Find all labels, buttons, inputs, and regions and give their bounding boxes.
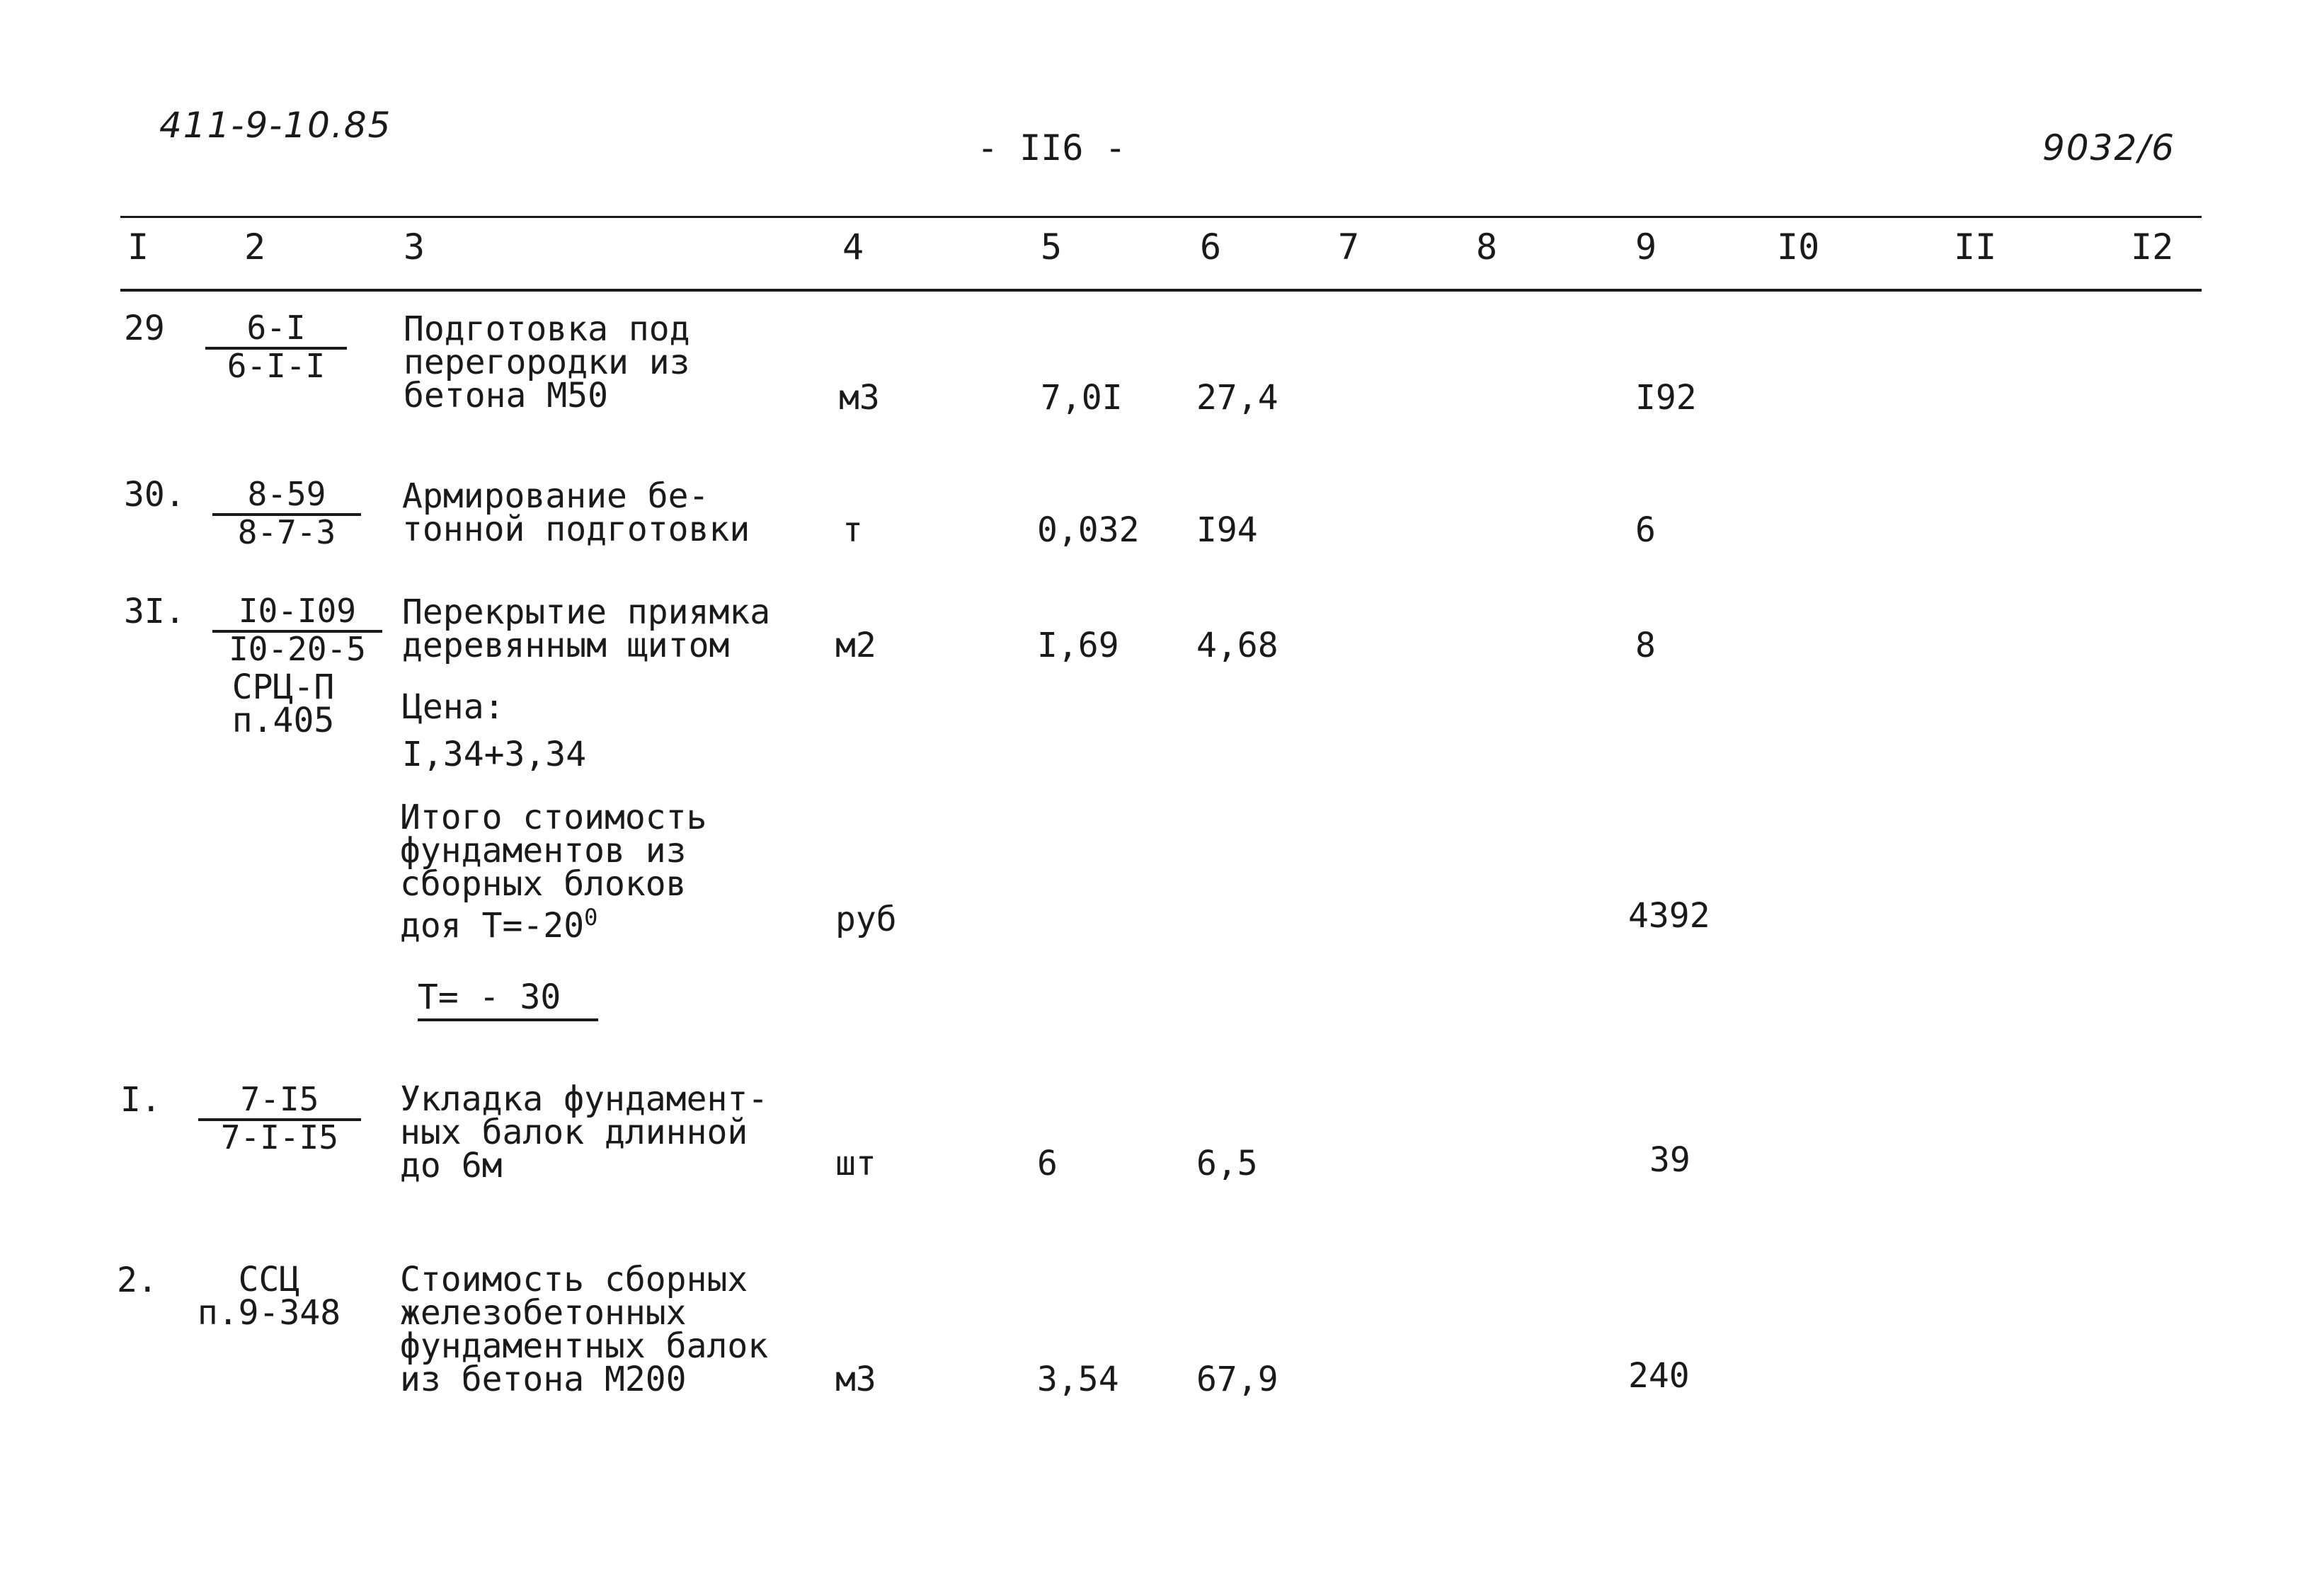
norm-code-top: 7-I5 (240, 1080, 319, 1118)
degree-mark: 0 (584, 904, 598, 931)
sheet-code: 9032/6 (2042, 127, 2175, 168)
row-number: 30. (124, 475, 185, 515)
col-header-5: 5 (1041, 226, 1063, 268)
norm-code-top: 8-59 (247, 475, 326, 513)
col-header-12: I2 (2131, 226, 2174, 268)
work-description: Перекрытие приямка деревянным щитом (402, 592, 771, 665)
unit-price: 4,68 (1196, 626, 1278, 665)
norm-code (205, 309, 347, 385)
col-header-11: II (1954, 226, 1997, 268)
norm-code-bottom: 6-I-I (205, 347, 347, 382)
subtotal-text: Итого стоимость фундаментов из сборных блоков доя Т=-20 (400, 798, 707, 946)
header-bottom-rule (120, 289, 2202, 292)
quantity: I,69 (1037, 626, 1119, 665)
col-header-4: 4 (842, 226, 864, 268)
work-description: Укладка фундамент- ных балок длинной до 6м (400, 1079, 769, 1185)
price-reference: СРЦ-П п.405 (231, 667, 335, 740)
quantity: 7,0I (1041, 378, 1123, 418)
total-cost: I92 (1635, 378, 1697, 418)
subtotal-description (400, 798, 707, 946)
total-cost: 4392 (1628, 896, 1710, 936)
row-number: 29 (124, 309, 165, 348)
work-description: Стоимость сборных железобетонных фундаментных балок из бетона М200 (400, 1260, 769, 1399)
price-label: Цена: (402, 687, 505, 727)
header-top-rule (120, 216, 2202, 218)
work-description: Армирование бе- тонной подготовки (402, 476, 750, 549)
unit-price: I94 (1196, 510, 1258, 550)
norm-code-top: 6-I (246, 309, 306, 347)
norm-code-bottom: I0-20-5 (212, 630, 382, 665)
total-cost: 39 (1649, 1140, 1690, 1180)
col-header-1: I (127, 226, 149, 268)
unit-price: 6,5 (1196, 1144, 1258, 1183)
norm-code-top: I0-I09 (238, 592, 357, 630)
row-number: I. (120, 1080, 161, 1120)
price-formula: I,34+3,34 (402, 735, 587, 774)
section-title: Т= - 30 (418, 980, 598, 1021)
quantity: 6 (1037, 1144, 1058, 1183)
norm-code-bottom: 8-7-3 (212, 513, 361, 549)
total-cost: 8 (1635, 626, 1656, 665)
total-cost: 240 (1628, 1356, 1690, 1396)
col-header-7: 7 (1338, 226, 1360, 268)
price-reference: ССЦ п.9-348 (197, 1260, 341, 1333)
work-description: Подготовка под перегородки из бетона М50 (404, 309, 690, 415)
col-header-8: 8 (1476, 226, 1498, 268)
norm-code (212, 592, 382, 668)
norm-code (198, 1080, 361, 1156)
col-header-3: 3 (404, 226, 425, 268)
unit: м3 (835, 1360, 876, 1399)
unit: м3 (839, 378, 880, 418)
row-number: 2. (117, 1261, 158, 1300)
col-header-10: I0 (1777, 226, 1820, 268)
doc-code: 411-9-10.85 (159, 105, 392, 146)
row-number: 3I. (124, 592, 185, 631)
col-header-2: 2 (244, 226, 266, 268)
unit-price: 27,4 (1196, 378, 1278, 418)
page-number: - II6 - (977, 127, 1126, 168)
unit: т (842, 510, 863, 550)
unit: шт (835, 1144, 876, 1183)
col-header-6: 6 (1200, 226, 1222, 268)
norm-code (212, 475, 361, 551)
unit: м2 (835, 626, 876, 665)
norm-code-bottom: 7-I-I5 (198, 1118, 361, 1154)
total-cost: 6 (1635, 510, 1656, 550)
quantity: 3,54 (1037, 1360, 1119, 1399)
unit: руб (835, 900, 897, 939)
quantity: 0,032 (1037, 510, 1140, 550)
unit-price: 67,9 (1196, 1360, 1278, 1399)
col-header-9: 9 (1635, 226, 1657, 268)
